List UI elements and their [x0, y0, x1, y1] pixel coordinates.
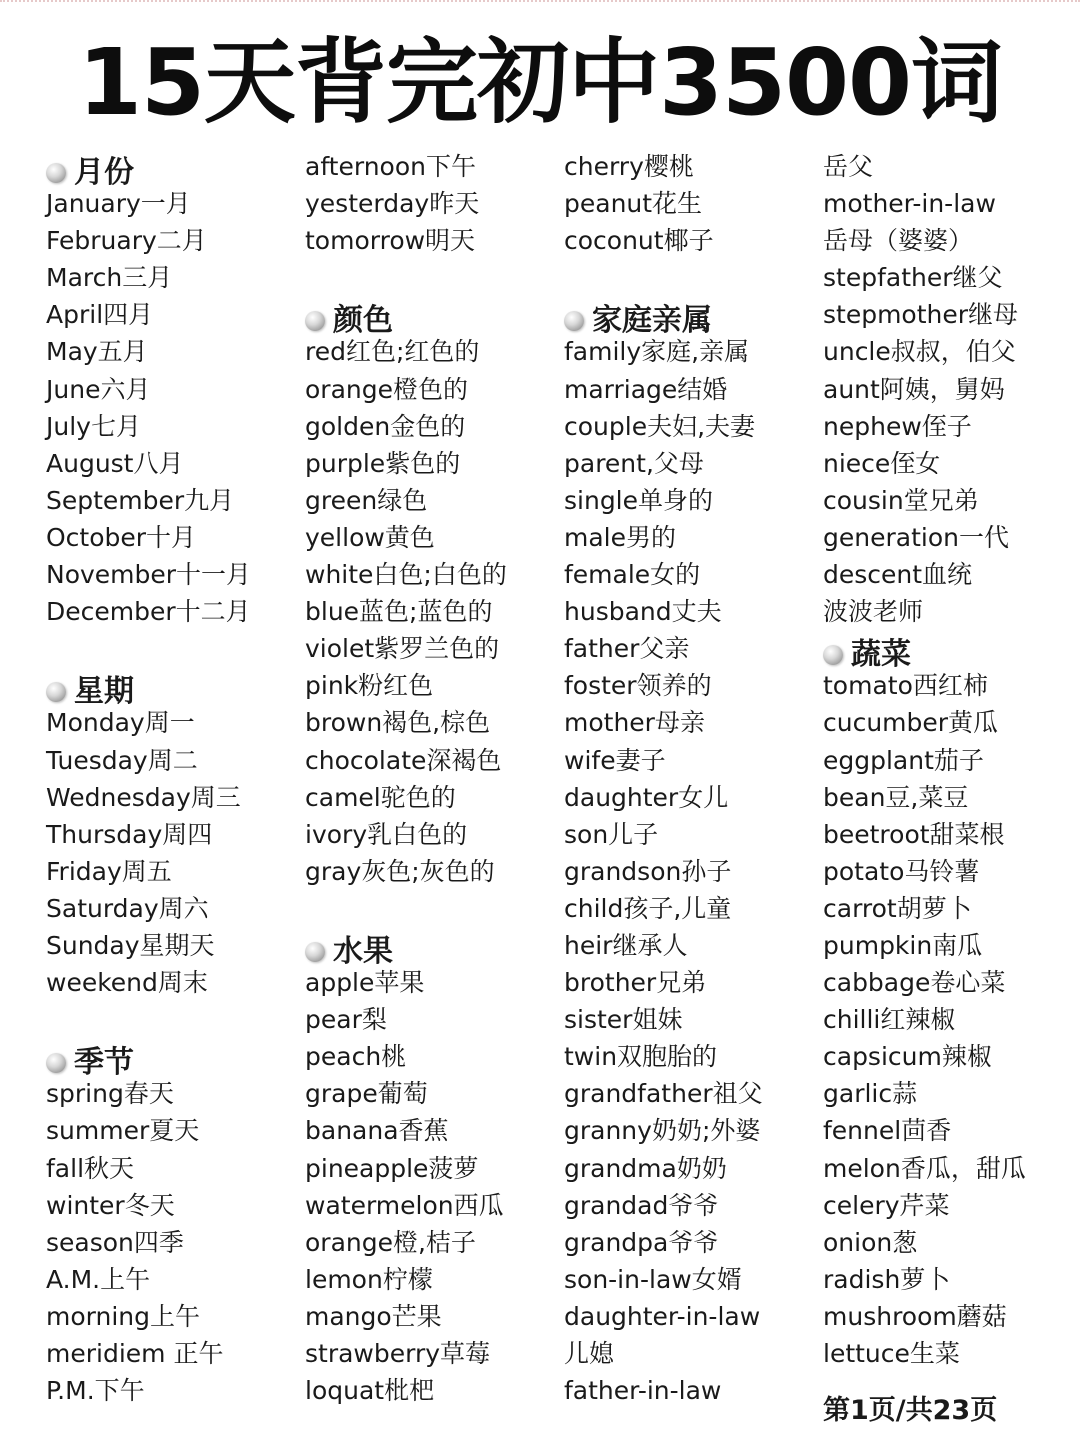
vocab-entry: pear梨	[305, 1005, 387, 1035]
vocab-entry: morning上午	[46, 1301, 200, 1331]
vocab-entry: July七月	[46, 411, 141, 441]
vocab-entry: celery芹菜	[823, 1190, 950, 1220]
vocab-entry: 波波老师	[823, 597, 924, 627]
section-heading	[305, 933, 555, 970]
vocab-entry: marriage结婚	[564, 374, 728, 404]
section-spacer	[305, 259, 555, 296]
vocab-entry: peach桃	[305, 1042, 407, 1072]
vocab-entry: pineapple菠萝	[305, 1153, 479, 1183]
vocab-entry: tomorrow明天	[305, 226, 476, 256]
vocab-entry: cucumber黄瓜	[823, 708, 999, 738]
vocab-entry: Thursday周四	[46, 819, 213, 849]
pearl-bullet-icon	[46, 163, 66, 183]
vocab-entry: April四月	[46, 300, 154, 330]
section-heading-label: 月份	[74, 155, 134, 190]
vocab-entry: strawberry草莓	[305, 1339, 491, 1368]
vocab-entry: weekend周末	[46, 968, 208, 998]
vocab-entry: tomato西红柿	[823, 671, 988, 701]
section-heading	[305, 302, 555, 339]
section-heading	[823, 636, 1073, 673]
vocab-entry: mango芒果	[305, 1301, 442, 1331]
vocab-entry: meridiem 正午	[46, 1339, 224, 1368]
vocab-entry: apple苹果	[305, 968, 425, 998]
vocab-entry: garlic蒜	[823, 1079, 918, 1109]
vocab-entry: November十一月	[46, 560, 252, 590]
vocab-entry: foster领养的	[564, 671, 712, 701]
vocab-entry: Saturday周六	[46, 893, 209, 923]
vocab-entry: September九月	[46, 485, 235, 515]
section-spacer	[46, 1001, 296, 1038]
vocab-entry: 岳父	[823, 152, 874, 181]
section-heading-label: 水果	[333, 933, 393, 969]
vocab-entry: Wednesday周三	[46, 782, 241, 812]
vocab-entry: lettuce生菜	[823, 1339, 960, 1368]
section-heading-label: 颜色	[333, 303, 393, 339]
section-heading-label: 星期	[74, 674, 134, 710]
vocab-entry: violet紫罗兰色的	[305, 634, 500, 664]
vocab-entry: chilli红辣椒	[823, 1005, 956, 1035]
vocab-entry: grandson孙子	[564, 856, 732, 886]
vocab-entry: ivory乳白色的	[305, 819, 468, 849]
vocab-entry: father父亲	[564, 634, 690, 664]
section-heading-label: 蔬菜	[851, 637, 911, 673]
vocab-entry: bean豆,菜豆	[823, 782, 969, 812]
pearl-bullet-icon	[823, 645, 843, 665]
vocab-entry: parent,父母	[564, 448, 704, 478]
section-heading	[46, 154, 296, 191]
vocab-entry: brother兄弟	[564, 968, 707, 998]
vocab-entry: son儿子	[564, 819, 659, 849]
vocab-entry: radish萝卜	[823, 1264, 951, 1294]
section-heading-label: 家庭亲属	[592, 303, 712, 339]
vocab-entry: A.M.上午	[46, 1264, 151, 1294]
vocab-entry: green绿色	[305, 485, 428, 515]
vocab-entry: sister姐妹	[564, 1005, 683, 1035]
vocab-entry: fennel茴香	[823, 1116, 952, 1146]
vocab-entry: niece侄女	[823, 448, 941, 478]
vocab-entry: pink粉红色	[305, 671, 434, 701]
vocab-entry: peanut花生	[564, 189, 703, 219]
vocab-entry: capsicum辣椒	[823, 1042, 992, 1072]
vocab-entry: lemon柠檬	[305, 1264, 433, 1294]
vocab-entry: potato马铃薯	[823, 856, 980, 886]
vocab-entry: white白色;白色的	[305, 560, 507, 590]
vocab-entry: grandad爷爷	[564, 1190, 719, 1220]
vocab-entry: uncle叔叔，伯父	[823, 337, 1016, 367]
vocab-entry: purple紫色的	[305, 448, 461, 478]
vocab-entry: P.M.下午	[46, 1376, 145, 1406]
vocab-entry: stepmother继母	[823, 300, 1019, 330]
vocab-entry: couple夫妇,夫妻	[564, 411, 756, 441]
section-heading-label: 季节	[74, 1045, 134, 1081]
vocab-entry: spring春天	[46, 1079, 174, 1109]
vocab-entry: mother-in-law	[823, 189, 996, 219]
vocab-entry: cherry樱桃	[564, 152, 694, 181]
pearl-bullet-icon	[305, 311, 325, 331]
vocab-entry: daughter女儿	[564, 782, 729, 812]
vocab-entry: fall秋天	[46, 1153, 135, 1183]
vocab-entry: chocolate深褐色	[305, 745, 502, 775]
top-dotted-rule	[0, 0, 1080, 8]
vocab-entry: banana香蕉	[305, 1116, 449, 1146]
vocab-entry: stepfather继父	[823, 263, 1003, 293]
vocab-entry: male男的	[564, 522, 676, 552]
vocab-entry: golden金色的	[305, 411, 466, 441]
vocab-entry: aunt阿姨，舅妈	[823, 374, 1005, 404]
pearl-bullet-icon	[305, 942, 325, 962]
vocab-entry: grandma奶奶	[564, 1153, 727, 1183]
vocab-entry: onion葱	[823, 1227, 918, 1257]
vocab-entry: grandpa爷爷	[564, 1227, 719, 1257]
vocab-entry: brown褐色,棕色	[305, 708, 491, 738]
vocab-entry: heir继承人	[564, 930, 688, 960]
vocab-entry: nephew侄子	[823, 411, 972, 441]
section-spacer	[564, 259, 814, 296]
section-spacer	[305, 890, 555, 927]
vocab-entry: grandfather祖父	[564, 1079, 763, 1109]
vocab-entry: pumpkin南瓜	[823, 930, 983, 960]
section-heading	[564, 302, 814, 339]
vocab-entry: eggplant茄子	[823, 745, 984, 775]
vocab-entry: watermelon西瓜	[305, 1190, 504, 1220]
vocab-entry: wife妻子	[564, 745, 666, 775]
vocab-entry: December十二月	[46, 597, 251, 627]
section-heading	[46, 673, 296, 710]
vocab-entry: blue蓝色;蓝色的	[305, 597, 493, 627]
vocab-entry: June六月	[46, 374, 151, 404]
vocab-entry: husband丈夫	[564, 597, 722, 627]
vocab-entry: son-in-law女婿	[564, 1264, 742, 1294]
vocab-entry: January一月	[46, 189, 191, 219]
vocab-entry: summer夏天	[46, 1116, 200, 1146]
vocab-entry: orange橙色的	[305, 374, 468, 404]
vocab-column-2	[305, 148, 555, 1409]
vocab-entry: family家庭,亲属	[564, 337, 750, 367]
vocab-entry: carrot胡萝卜	[823, 893, 972, 923]
vocab-entry: twin双胞胎的	[564, 1042, 718, 1072]
vocab-entry: father-in-law	[564, 1376, 722, 1406]
vocab-entry: camel驼色的	[305, 782, 456, 812]
vocab-entry: August八月	[46, 448, 184, 478]
vocab-entry: 儿媳	[564, 1339, 615, 1368]
vocab-entry: single单身的	[564, 485, 714, 515]
vocab-entry: mother母亲	[564, 708, 705, 738]
page-title: 15天背完初中3500词	[77, 29, 1003, 136]
vocab-entry: granny奶奶;外婆	[564, 1116, 761, 1146]
pearl-bullet-icon	[46, 682, 66, 702]
vocab-column-4	[823, 148, 1073, 1372]
vocab-entry: 岳母（婆婆）	[823, 226, 974, 256]
vocab-entry: February二月	[46, 226, 207, 256]
vocab-entry: red红色;红色的	[305, 337, 480, 367]
vocab-entry: descent血统	[823, 560, 973, 590]
vocab-entry: yellow黄色	[305, 522, 435, 552]
vocab-entry: mushroom蘑菇	[823, 1301, 1007, 1331]
vocab-entry: coconut椰子	[564, 226, 714, 256]
vocab-entry: cabbage卷心菜	[823, 968, 1006, 998]
vocab-entry: beetroot甜菜根	[823, 819, 1005, 849]
pearl-bullet-icon	[46, 1053, 66, 1073]
vocab-entry: gray灰色;灰色的	[305, 856, 495, 886]
section-heading	[46, 1044, 296, 1081]
vocab-entry: Sunday星期天	[46, 930, 215, 960]
vocab-entry: yesterday昨天	[305, 189, 480, 219]
vocab-entry: orange橙,桔子	[305, 1227, 476, 1257]
vocab-column-3	[564, 148, 814, 1409]
vocab-entry: Monday周一	[46, 708, 195, 738]
vocab-entry: season四季	[46, 1227, 184, 1257]
vocab-entry: afternoon下午	[305, 152, 476, 181]
vocab-entry: winter冬天	[46, 1190, 175, 1220]
vocab-entry: melon香瓜，甜瓜	[823, 1153, 1026, 1183]
vocab-entry: loquat枇杷	[305, 1376, 435, 1406]
vocab-entry: child孩子,儿童	[564, 893, 732, 923]
vocab-entry: Friday周五	[46, 856, 172, 886]
vocab-entry: Tuesday周二	[46, 745, 198, 775]
page-indicator: 第1页/共23页	[823, 1395, 998, 1426]
vocab-entry: May五月	[46, 337, 148, 367]
vocab-entry: generation一代	[823, 522, 1009, 552]
vocab-column-1	[46, 148, 296, 1409]
vocab-entry: March三月	[46, 263, 173, 293]
vocab-entry: female女的	[564, 560, 701, 590]
vocab-entry: grape葡萄	[305, 1079, 428, 1109]
pearl-bullet-icon	[564, 311, 584, 331]
vocab-entry: October十月	[46, 522, 197, 552]
vocab-entry: daughter-in-law	[564, 1301, 761, 1331]
vocab-entry: cousin堂兄弟	[823, 485, 979, 515]
section-spacer	[46, 630, 296, 667]
